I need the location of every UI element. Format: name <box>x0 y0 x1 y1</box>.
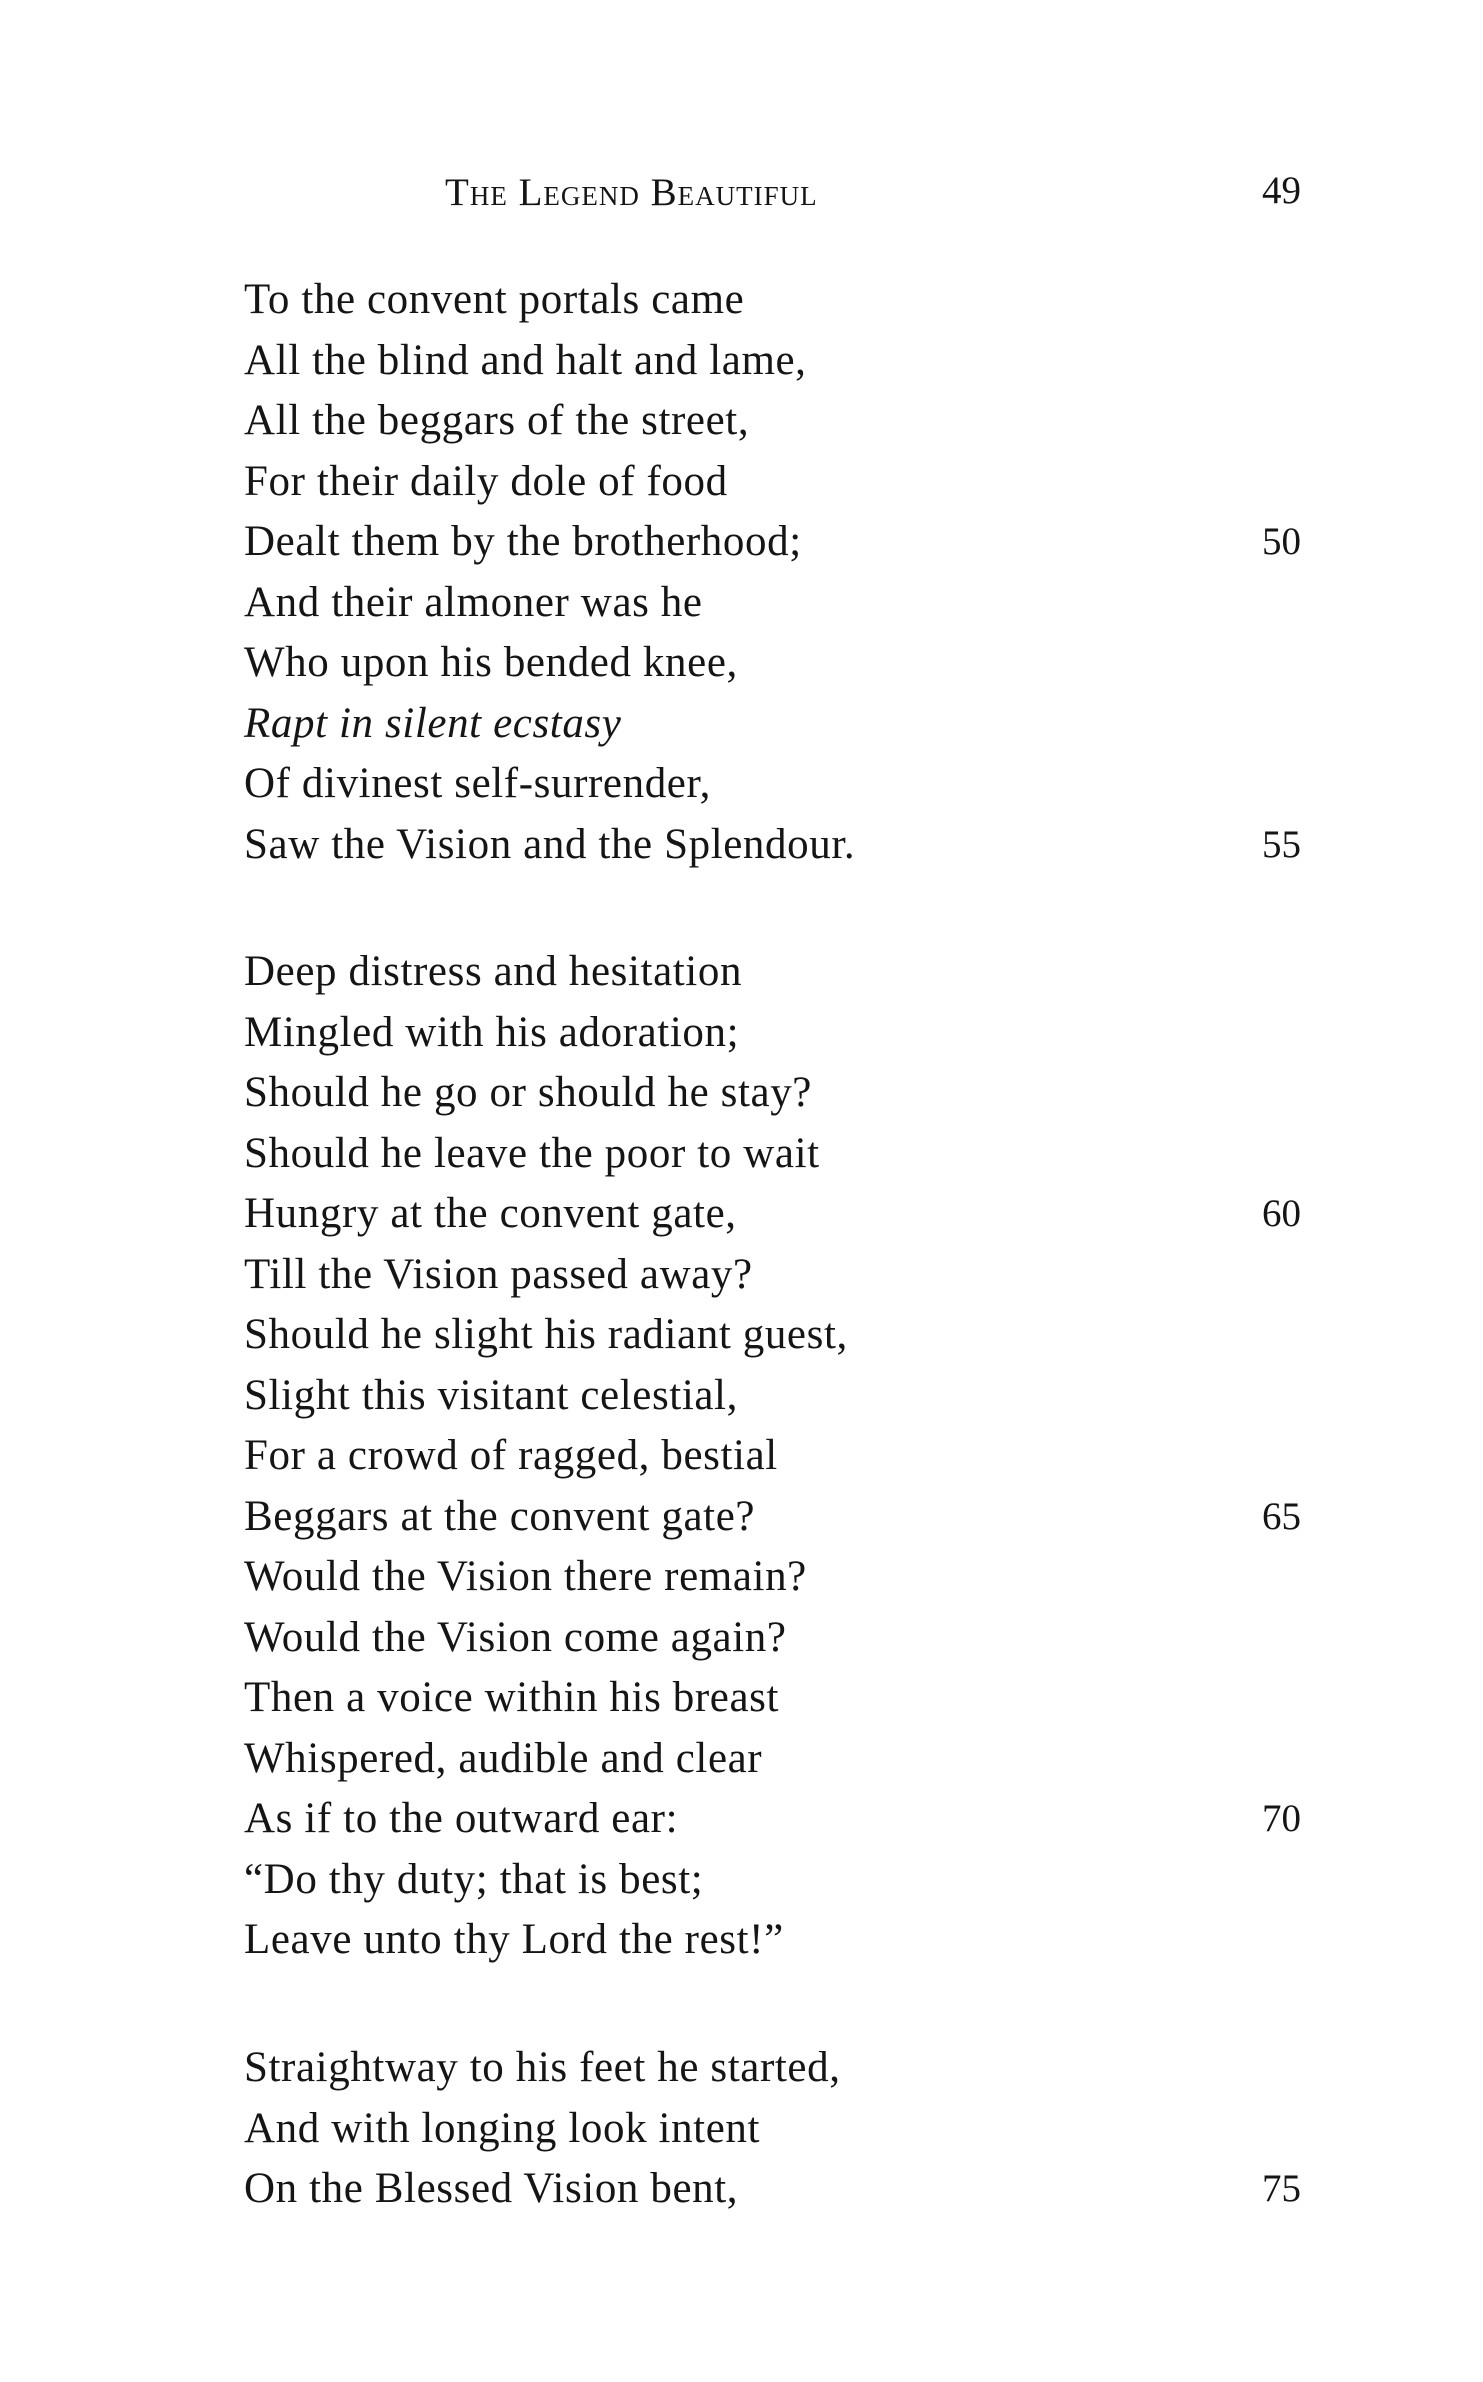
verse-line <box>244 391 1324 452</box>
verse-text: For a crowd of ragged, bestial <box>244 1432 778 1479</box>
verse-text: On the Blessed Vision bent, <box>244 2165 739 2212</box>
verse-text: As if to the outward ear: <box>244 1795 679 1842</box>
verse-line <box>244 1366 1324 1427</box>
verse-line <box>244 694 1324 755</box>
line-number: 65 <box>1262 1494 1301 1538</box>
verse-line <box>244 754 1324 815</box>
verse-text: To the convent portals came <box>244 276 745 323</box>
verse-line <box>244 2038 1324 2099</box>
verse-text: Straightway to his feet he started, <box>244 2044 841 2091</box>
line-number: 70 <box>1262 1797 1301 1840</box>
verse-text: All the blind and halt and lame, <box>244 336 807 384</box>
verse-text: Slight this visitant celestial, <box>244 1371 738 1419</box>
line-number: 60 <box>1262 1192 1301 1235</box>
verse-line <box>244 1850 1324 1911</box>
verse-line <box>244 1124 1324 1185</box>
verse-text: Should he slight his radiant guest, <box>244 1311 848 1358</box>
line-number: 50 <box>1262 520 1301 563</box>
verse-line <box>244 331 1324 392</box>
stanza-3 <box>244 2038 1324 2220</box>
verse-text: And with longing look intent <box>244 2104 761 2152</box>
verse-line <box>244 1789 1324 1850</box>
verse-line <box>244 270 1324 331</box>
verse-line <box>244 1608 1324 1669</box>
verse-line <box>244 452 1324 513</box>
verse-text: Would the Vision there remain? <box>244 1553 807 1600</box>
verse-text: Saw the Vision and the Splendour. <box>244 820 856 868</box>
verse-line <box>244 2099 1324 2160</box>
verse-text: Then a voice within his breast <box>244 1674 780 1721</box>
verse-text: Beggars at the convent gate? <box>244 1492 756 1540</box>
line-number: 55 <box>1262 822 1301 866</box>
verse-line <box>244 512 1324 573</box>
verse-line <box>244 1910 1324 1971</box>
running-title: The Legend Beautiful <box>445 171 818 214</box>
verse-text: Whispered, audible and clear <box>244 1734 763 1782</box>
verse-text: “Do thy duty; that is best; <box>244 1855 704 1903</box>
verse-line <box>244 1729 1324 1790</box>
page-number: 49 <box>1262 169 1301 212</box>
verse-line <box>244 633 1324 694</box>
verse-text: Of divinest self-surrender, <box>244 760 712 807</box>
verse-line <box>244 2159 1324 2220</box>
verse-line <box>244 1245 1324 1306</box>
verse-text: Mingled with his adoration; <box>244 1008 740 1056</box>
verse-text: Would the Vision come again? <box>244 1613 787 1661</box>
verse-text: Deep distress and hesitation <box>244 948 743 995</box>
stanza-2 <box>244 942 1324 1971</box>
verse-text: Should he leave the poor to wait <box>244 1129 820 1177</box>
verse-line <box>244 1487 1324 1548</box>
line-number: 75 <box>1262 2167 1301 2210</box>
verse-line <box>244 1063 1324 1124</box>
stanza-1 <box>244 270 1324 875</box>
verse-line <box>244 1305 1324 1366</box>
verse-line <box>244 942 1324 1003</box>
verse-text: All the beggars of the street, <box>244 397 750 444</box>
verse-line <box>244 1003 1324 1064</box>
verse-text: And their almoner was he <box>244 578 703 626</box>
verse-line <box>244 1668 1324 1729</box>
verse-text: Till the Vision passed away? <box>244 1250 753 1298</box>
verse-line <box>244 573 1324 634</box>
verse-line <box>244 815 1324 876</box>
verse-text: Dealt them by the brotherhood; <box>244 518 802 565</box>
verse-text: Who upon his bended knee, <box>244 639 738 686</box>
verse-text: For their daily dole of food <box>244 457 728 505</box>
verse-text: Should he go or should he stay? <box>244 1069 812 1116</box>
verse-text: Leave unto thy Lord the rest!” <box>244 1916 784 1963</box>
verse-line <box>244 1184 1324 1245</box>
verse-line <box>244 1426 1324 1487</box>
verse-text: Hungry at the convent gate, <box>244 1190 737 1237</box>
verse-text-italic: Rapt in silent ecstasy <box>244 699 622 747</box>
verse-line <box>244 1547 1324 1608</box>
